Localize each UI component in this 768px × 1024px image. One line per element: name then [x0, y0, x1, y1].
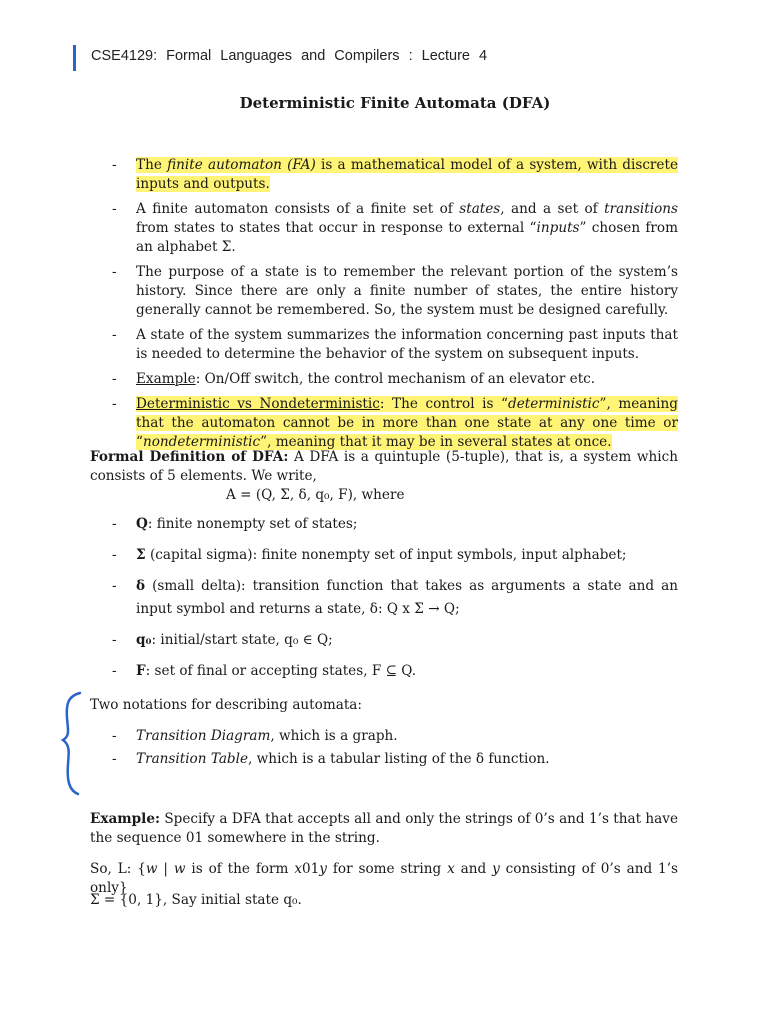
- highlight: Deterministic vs Nondeterministic: The control is “deterministic”, meaning that the automaton cannot be in more than one state at any one time or “nondeterministic”, meaning that it may be in several states at once.: [136, 396, 678, 450]
- elements-list: [112, 513, 678, 691]
- margin-mark: [73, 45, 76, 71]
- list-item: - Q: finite nonempty set of states;: [112, 513, 678, 536]
- language-definition: So, L: {w | w is of the form x01y for some string x and y consisting of 0’s and 1’s only}: [90, 861, 678, 896]
- formal-definition: Formal Definition of DFA: A DFA is a quintuple (5-tuple), that is, a system which consists of 5 elements. We write,: [90, 449, 678, 484]
- list-item: [112, 395, 678, 452]
- handwritten-brace: [60, 690, 84, 800]
- alphabet-line: Σ = {0, 1}, Say initial state q₀.: [90, 892, 302, 908]
- page-title: Deterministic Finite Automata (DFA): [239, 94, 551, 112]
- list-item: - q₀: initial/start state, q₀ ∈ Q;: [112, 629, 678, 652]
- example-label: Example: [136, 371, 196, 387]
- list-item: - The purpose of a state is to remember the relevant portion of the system’s history. Since there are only a finite number of states, the entire history generally cannot be remembered. So, the system must be designed carefully.: [112, 263, 678, 320]
- notations-intro: Two notations for describing automata:: [90, 697, 362, 713]
- notations-list: [112, 727, 678, 773]
- list-item: - Example: On/Off switch, the control mechanism of an elevator etc.: [112, 370, 678, 389]
- lecture-header: CSE4129: Formal Languages and Compilers : Lecture 4: [91, 48, 488, 64]
- highlight: The finite automaton (FA) is a mathematical model of a system, with discrete inputs and outputs.: [136, 157, 678, 192]
- list-item: - A state of the system summarizes the information concerning past inputs that is needed to determine the behavior of the system on subsequent inputs.: [112, 326, 678, 364]
- example-paragraph: Example: Specify a DFA that accepts all and only the strings of 0’s and 1’s that have the sequence 01 somewhere in the string.: [90, 811, 678, 846]
- dfa-formula: A = (Q, Σ, δ, q₀, F), where: [226, 487, 405, 503]
- list-item: - Transition Diagram, which is a graph.: [112, 727, 678, 746]
- list-item: - A finite automaton consists of a finite set of states, and a set of transitions from states to states that occur in response to external “inputs” chosen from an alphabet Σ.: [112, 200, 678, 257]
- intro-list: [112, 156, 678, 458]
- list-item: - δ (small delta): transition function that takes as arguments a state and an input symbol and returns a state, δ: Q x Σ → Q;: [112, 575, 678, 621]
- list-item: - Σ (capital sigma): finite nonempty set of input symbols, input alphabet;: [112, 544, 678, 567]
- list-item: [112, 156, 678, 194]
- list-item: - F: set of final or accepting states, F ⊆ Q.: [112, 660, 678, 683]
- list-item: - Transition Table, which is a tabular listing of the δ function.: [112, 750, 678, 769]
